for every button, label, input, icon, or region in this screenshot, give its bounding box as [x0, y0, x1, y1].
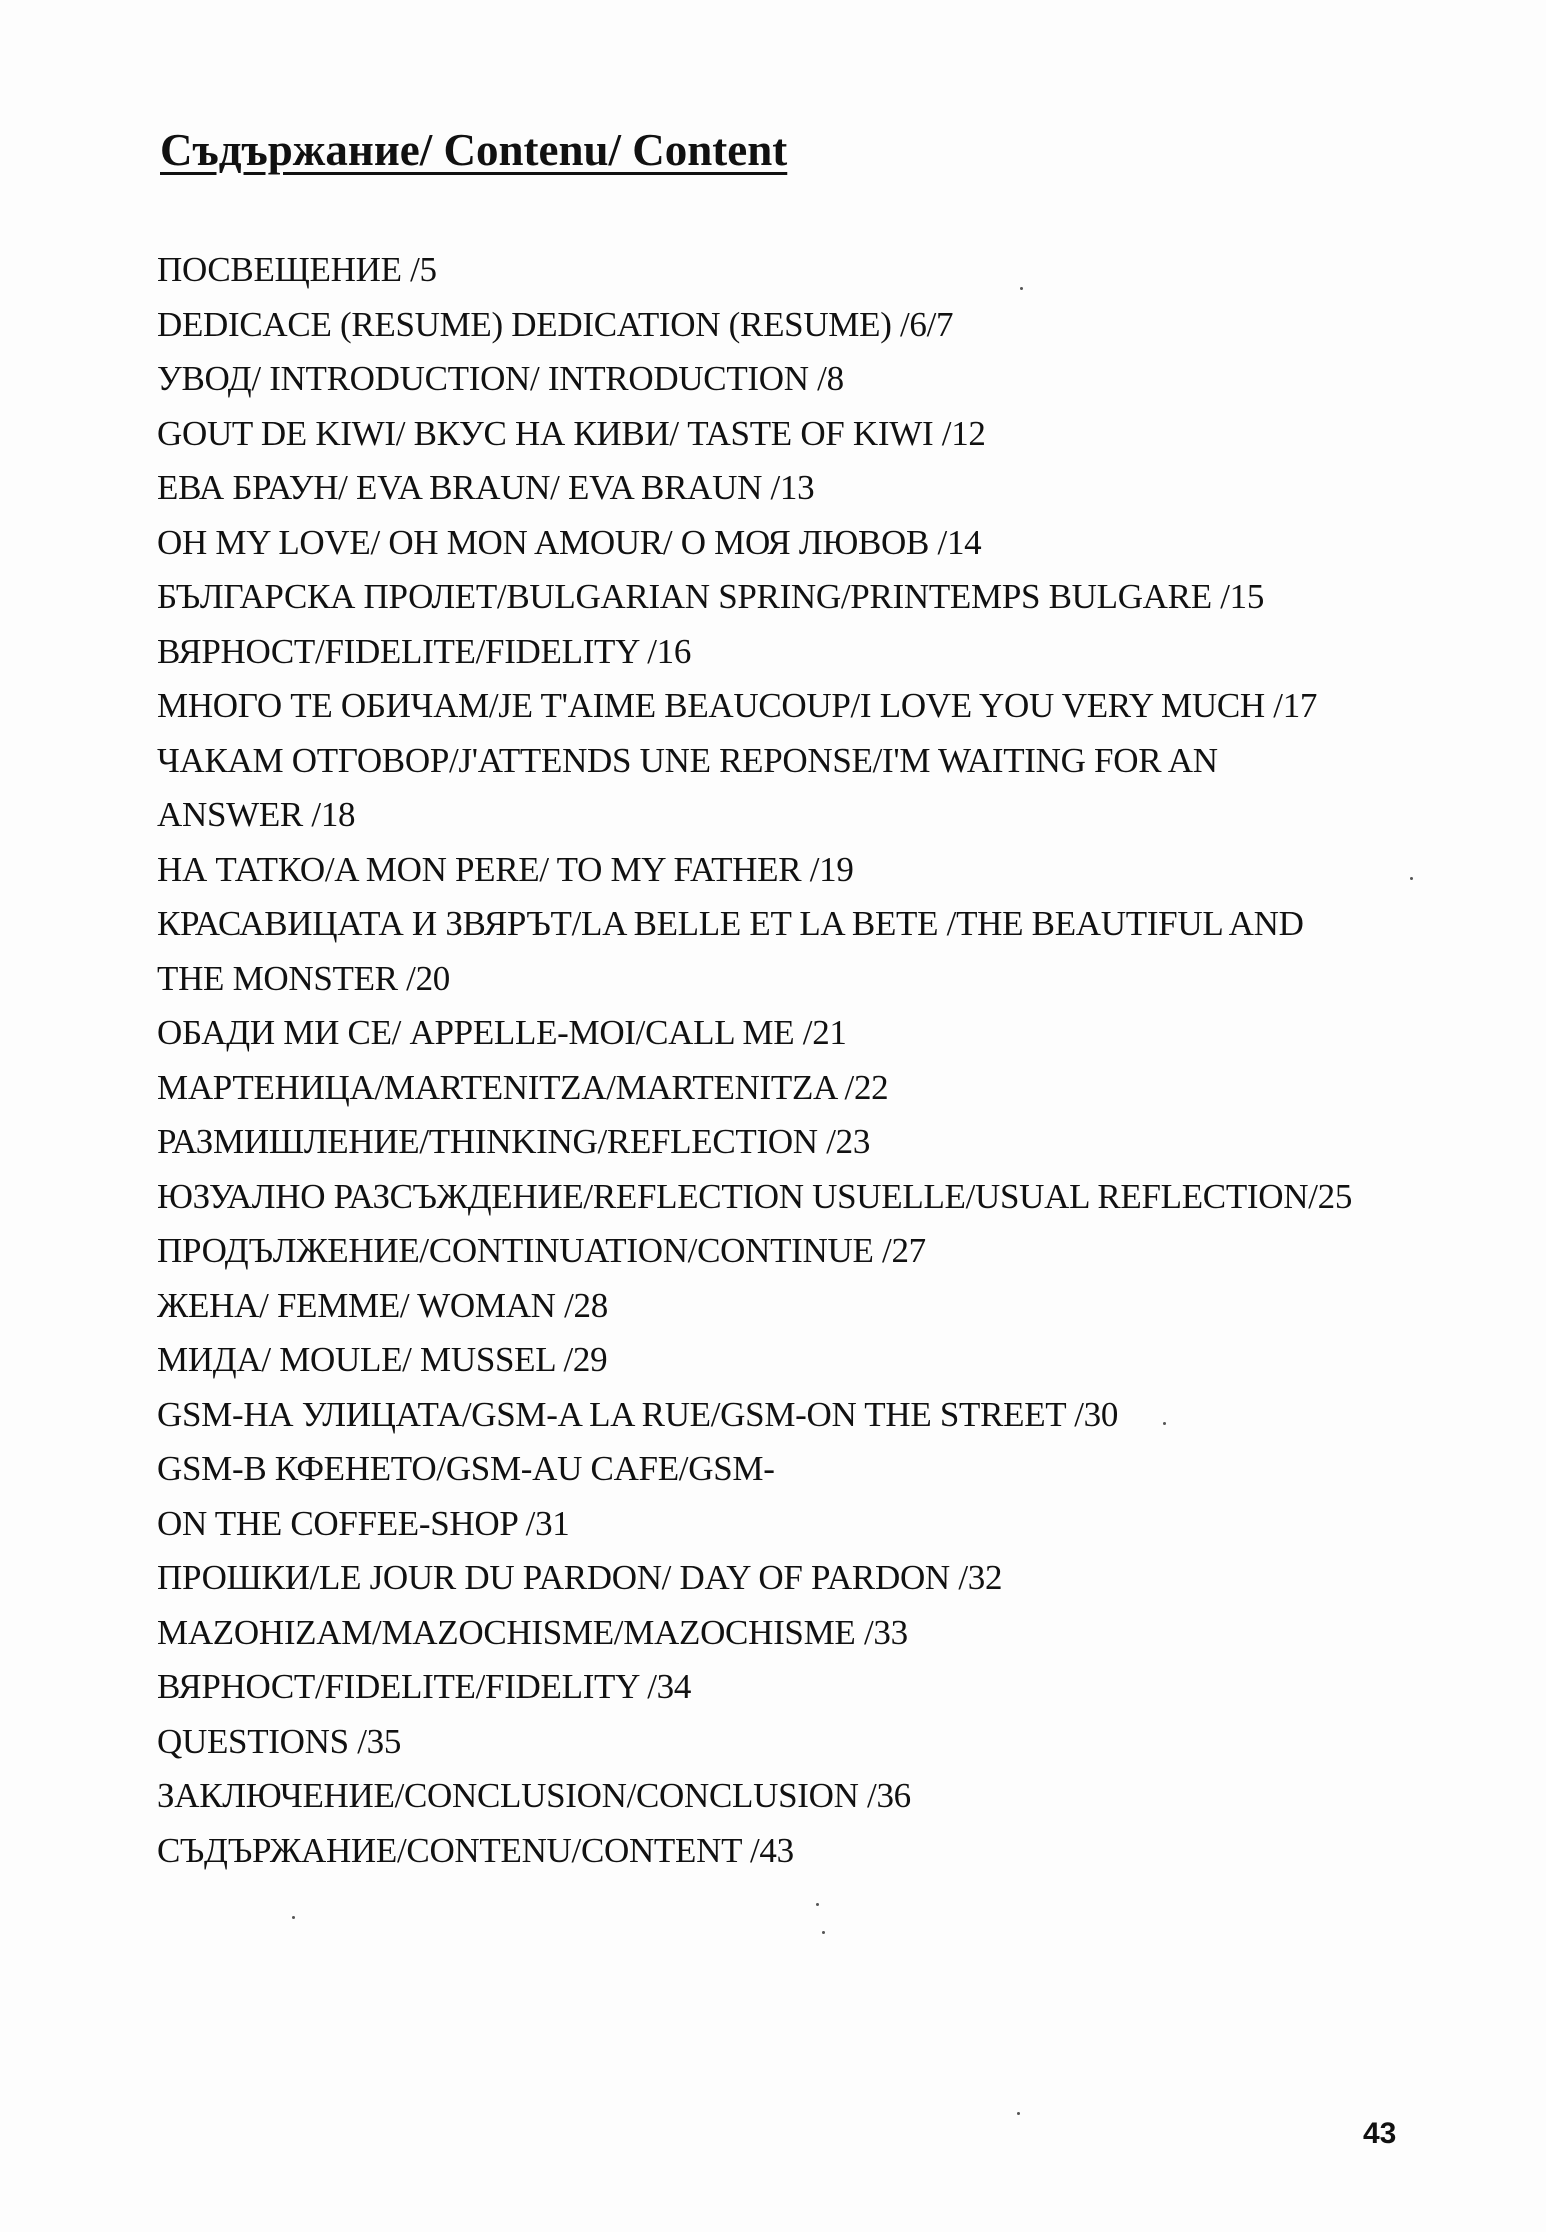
toc-entry: УВОД/ INTRODUCTION/ INTRODUCTION /8: [157, 359, 844, 398]
toc-entry: ВЯРНОСТ/FIDELITE/FIDELITY /34: [157, 1667, 692, 1706]
toc-entry: OH MY LOVE/ OH MON AMOUR/ О МОЯ ЛЮВОВ /14: [157, 522, 982, 562]
toc-entry: БЪЛГАРСКА ПРОЛЕТ/BULGARIAN SPRING/PRINTEMPS BULGARE /15: [157, 577, 1265, 616]
toc-entry: ЧАКАМ ОТГОВОР/J'ATTENDS UNE REPONSE/I'M WAITING FOR AN: [157, 740, 1218, 780]
contents-heading: Съдържание/ Contenu/ Content: [160, 125, 788, 175]
toc-entry: ОБАДИ МИ СЕ/ APPELLE-MOI/CALL ME /21: [157, 1013, 847, 1052]
scan-speck: [1163, 1422, 1166, 1425]
toc-entry: GSM-НА УЛИЦАТА/GSM-A LA RUE/GSM-ON THE STREET /30: [157, 1394, 1119, 1434]
toc-entry: МИДА/ MOULE/ MUSSEL /29: [157, 1340, 608, 1379]
toc-entry: DEDICACE (RESUME) DEDICATION (RESUME) /6/7: [157, 304, 954, 344]
toc-entry: ЮЗУАЛНО РАЗСЪЖДЕНИЕ/REFLECTION USUELLE/USUAL REFLECTION/25: [157, 1176, 1353, 1216]
page-number: 43: [1363, 2117, 1397, 2150]
scan-speck: [1017, 2112, 1020, 2115]
toc-entry: НА ТАТКО/A MON PERE/ TO MY FATHER /19: [157, 849, 854, 889]
scan-speck: [292, 1916, 295, 1919]
toc-entry: ЖЕНА/ FEMME/ WOMAN /28: [157, 1285, 608, 1325]
toc-entry: ПРОДЪЛЖЕНИЕ/CONTINUATION/CONTINUE /27: [157, 1231, 926, 1270]
scan-speck: [822, 1931, 825, 1934]
toc-entry: ПРОШКИ/LE JOUR DU PARDON/ DAY OF PARDON /32: [157, 1558, 1003, 1597]
toc-entry: СЪДЪРЖАНИЕ/CONTENU/CONTENT /43: [157, 1830, 794, 1870]
toc-entry: QUESTIONS /35: [157, 1721, 402, 1761]
toc-entry: РАЗМИШЛЕНИЕ/THINKING/REFLECTION /23: [157, 1122, 871, 1161]
scan-speck: [816, 1903, 819, 1906]
scan-speck: [1020, 287, 1023, 290]
toc-entry: ВЯРНОСТ/FIDELITE/FIDELITY /16: [157, 631, 692, 671]
toc-entry-continuation: ON THE COFFEE-SHOP /31: [157, 1503, 570, 1543]
toc-entry: MAZOHIZAM/MAZOCHISME/MAZOCHISME /33: [157, 1612, 908, 1652]
toc-entry: ЗАКЛЮЧЕНИЕ/CONCLUSION/CONCLUSION /36: [157, 1776, 911, 1815]
toc-entry-continuation: ANSWER /18: [157, 795, 356, 834]
toc-entry: МАРТЕНИЦА/MARTENITZA/MARTENITZA /22: [157, 1067, 889, 1107]
toc-entry: GSM-В КФЕНЕТО/GSM-AU CAFE/GSM-: [157, 1449, 775, 1488]
toc-entry: ПОСВЕЩЕНИЕ /5: [157, 250, 437, 289]
scan-speck: [1410, 877, 1413, 880]
table-of-contents: [157, 243, 1417, 1878]
toc-entry: GOUT DE KIWI/ ВКУС НА КИВИ/ TASTE OF KIWI /12: [157, 413, 986, 453]
toc-entry: КРАСАВИЦАТА И ЗВЯРЪТ/LA BELLE ET LA BETE /THE BEAUTIFUL AND: [157, 904, 1304, 943]
toc-entry-continuation: THE MONSTER /20: [157, 958, 451, 998]
toc-entry: МНОГО ТЕ ОБИЧАМ/JE T'AIME BEAUCOUP/I LOVE YOU VERY MUCH /17: [157, 686, 1318, 725]
toc-entry: ЕВА БРАУН/ EVA BRAUN/ EVA BRAUN /13: [157, 468, 815, 507]
